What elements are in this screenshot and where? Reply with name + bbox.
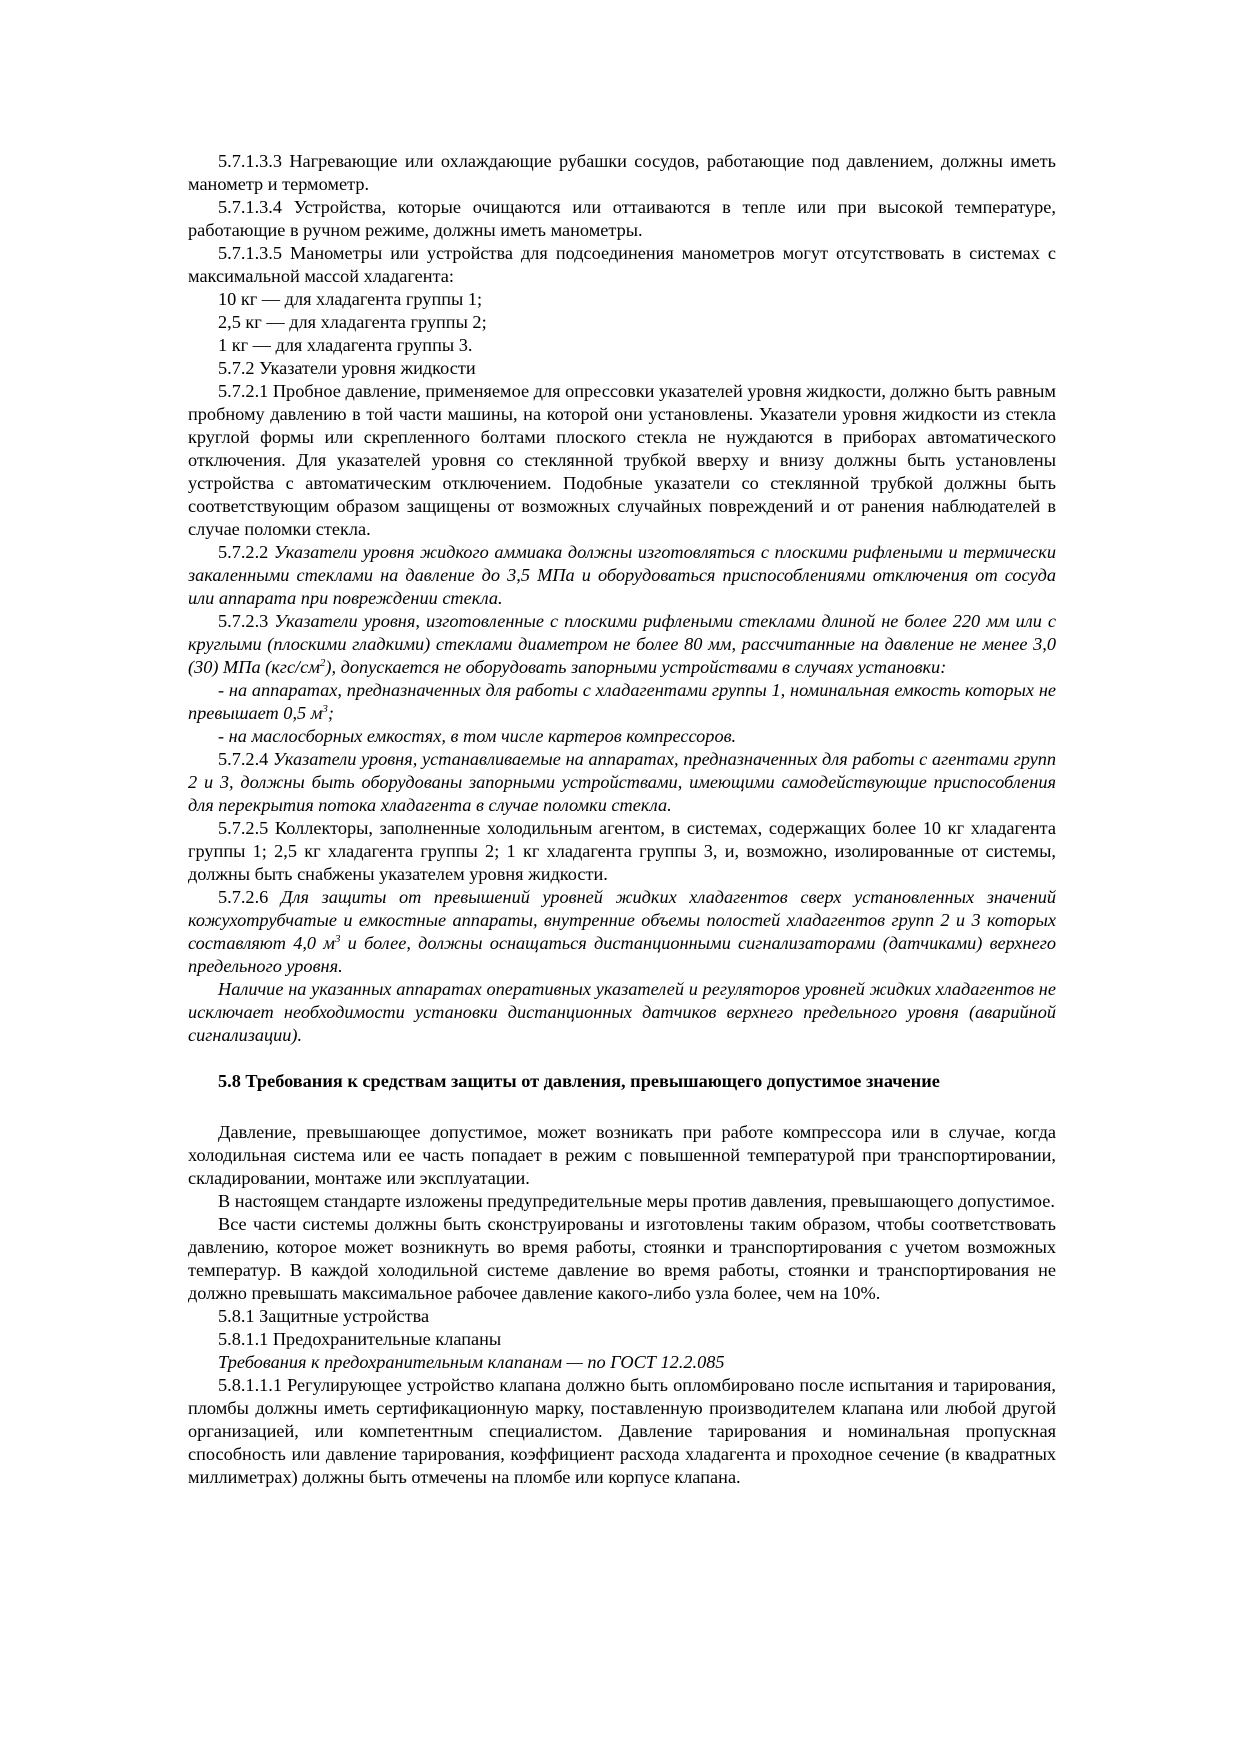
- superscript: 3: [322, 702, 328, 715]
- paragraph-italic-text: Указатели уровня, изготовленные с плоскими рифлеными стеклами длиной не более 220 мм или с круглыми (плоскими гладкими) стеклами диаметром не более 80 мм, рассчитанные на давление не менее 3,0 (30) МПа (кгс/см: [188, 611, 1057, 677]
- paragraph-5-7-2-3: [188, 610, 1056, 679]
- superscript: 2: [319, 656, 326, 669]
- paragraph-italic-text: Указатели уровня жидкого аммиака должны изготовляться с плоскими рифлеными и термически закаленными стеклами на давление до 3,5 МПа и оборудоваться приспособлениями отключения от сосуда или аппарата при повреждении стекла.: [188, 542, 1057, 608]
- paragraph-standard-measures: В настоящем стандарте изложены предупредительные меры против давления, превышающего допустимое.: [218, 1191, 1055, 1211]
- list-item-apparatus: [188, 679, 1056, 725]
- paragraph-italic-text: - на аппаратах, предназначенных для работы с хладагентами группы 1, номинальная емкость которых не превышает 0,5 м: [188, 680, 1056, 723]
- list-item-group-1: 10 кг — для хладагента группы 1;: [218, 289, 483, 309]
- subsection-title-5-8-1-1: 5.8.1.1 Предохранительные клапаны: [218, 1329, 502, 1349]
- paragraph-italic-text: Для защиты от превышений уровней жидких хладагентов сверх установленных значений кожухотрубчатые и емкостные аппараты, внутренние объемы полостей хладагентов групп 2 и 3 которых составляют 4,0 м: [188, 887, 1056, 953]
- paragraph-5-7-2-5: 5.7.2.5 Коллекторы, заполненные холодильным агентом, в системах, содержащих более 10 кг хладагента группы 1; 2,5 кг хладагента группы 2; 1 кг хладагента группы 3, и, возможно, изолированные от системы, должны быть снабжены указателем уровня жидкости.: [188, 818, 1056, 884]
- paragraph-italic-text: ;: [327, 703, 334, 723]
- paragraph-number: 5.7.2.2: [218, 542, 274, 562]
- document-body: [188, 150, 1056, 1489]
- superscript: 3: [334, 932, 341, 945]
- section-heading-5-8: 5.8 Требования к средствам защиты от давления, превышающего допустимое значение: [218, 1071, 940, 1091]
- paragraph-italic-text: и более, должны оснащаться дистанционными сигнализаторами (датчиками) верхнего предельного уровня.: [188, 933, 1056, 976]
- paragraph-5-7-1-3-4: 5.7.1.3.4 Устройства, которые очищаются или оттаиваются в тепле или при высокой температуре, работающие в ручном режиме, должны иметь манометры.: [188, 197, 1056, 240]
- list-item-group-3: 1 кг — для хладагента группы 3.: [218, 335, 473, 355]
- paragraph-5-7-1-3-5: 5.7.1.3.5 Манометры или устройства для подсоединения манометров могут отсутствовать в системах с максимальной массой хладагента:: [188, 243, 1056, 286]
- paragraph-number: 5.7.2.6: [218, 887, 281, 907]
- paragraph-5-7-2-1: 5.7.2.1 Пробное давление, применяемое для опрессовки указателей уровня жидкости, должно быть равным пробному давлению в той части машины, на которой они установлены. Указатели уровня жидкости из стекла круглой формы или скрепленного болтами плоского стекла не нуждаются в приборах автоматического отключения. Для указателей уровня со стеклянной трубкой вверху и внизу должны быть установлены устройства с автоматическим отключением. Подобные указатели со стеклянной трубкой должны быть соответствующим образом защищены от возможных случайных повреждений и от ранения наблюдателей в случае поломки стекла.: [188, 381, 1056, 539]
- subsection-title-5-7-2: 5.7.2 Указатели уровня жидкости: [218, 358, 476, 378]
- paragraph-number: 5.7.2.4: [218, 749, 274, 769]
- paragraph-5-7-1-3-3: 5.7.1.3.3 Нагревающие или охлаждающие рубашки сосудов, работающие под давлением, должны иметь манометр и термометр.: [188, 151, 1056, 194]
- list-item-oil-tanks: - на маслосборных емкостях, в том числе картеров компрессоров.: [218, 726, 737, 746]
- paragraph-note-alarm: Наличие на указанных аппаратах оперативных указателей и регуляторов уровней жидких хладагентов не исключает необходимости установки дистанционных датчиков верхнего предельного уровня (аварийной сигнализации).: [188, 979, 1056, 1045]
- paragraph-5-7-2-2: [188, 541, 1056, 610]
- paragraph-5-7-2-6: [188, 886, 1056, 978]
- paragraph-italic-text: ), допускается не оборудовать запорными устройствами в случаях установки:: [325, 657, 947, 677]
- paragraph-system-design: Все части системы должны быть сконструированы и изготовлены таким образом, чтобы соответствовать давлению, которое может возникнуть во время работы, стоянки и транспортирования с учетом возможных температур. В каждой холодильной системе давление во время работы, стоянки и транспортирования не должно превышать максимальное рабочее давление какого-либо узла более, чем на 10%.: [188, 1214, 1056, 1303]
- subsection-title-5-8-1: 5.8.1 Защитные устройства: [218, 1306, 430, 1326]
- paragraph-overpressure: Давление, превышающее допустимое, может возникать при работе компрессора или в случае, когда холодильная система или ее часть попадает в режим с повышенной температурой при транспортировании, складировании, монтаже или эксплуатации.: [188, 1122, 1056, 1188]
- list-item-group-2: 2,5 кг — для хладагента группы 2;: [218, 312, 487, 332]
- paragraph-gost-reference: Требования к предохранительным клапанам — по ГОСТ 12.2.085: [218, 1352, 725, 1372]
- paragraph-5-8-1-1-1: 5.8.1.1.1 Регулирующее устройство клапана должно быть опломбировано после испытания и тарирования, пломбы должны иметь сертификационную марку, поставленную производителем клапана или любой другой организацией, или компетентным специалистом. Давление тарирования и номинальная пропускная способность или давление тарирования, коэффициент расхода хладагента и проходное сечение (в квадратных миллиметрах) должны быть отмечены на пломбе или корпусе клапана.: [188, 1375, 1056, 1487]
- paragraph-number: 5.7.2.3: [218, 611, 275, 631]
- paragraph-italic-text: Указатели уровня, устанавливаемые на аппаратах, предназначенных для работы с агентами групп 2 и 3, должны быть оборудованы запорными устройствами, имеющими самодействующие приспособления для перекрытия потока хладагента в случае поломки стекла.: [188, 749, 1057, 815]
- paragraph-5-7-2-4: [188, 748, 1056, 817]
